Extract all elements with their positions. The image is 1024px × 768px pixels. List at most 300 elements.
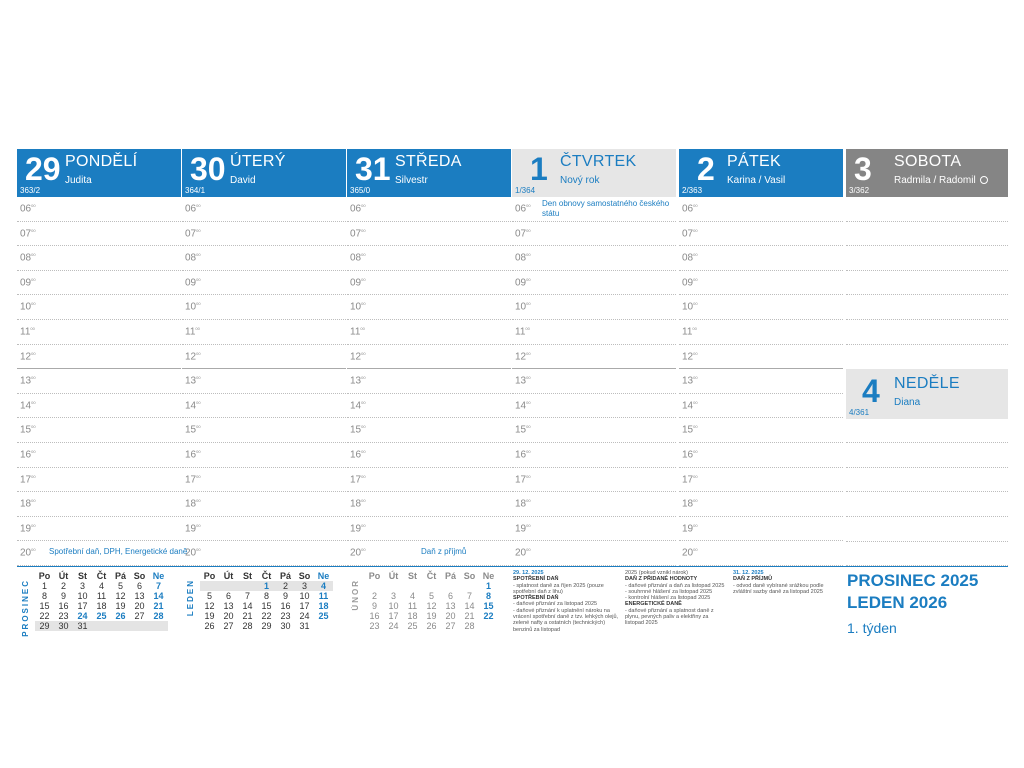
hour-minutes: 00 bbox=[526, 203, 531, 208]
hour-row[interactable] bbox=[679, 295, 843, 320]
hour-row[interactable] bbox=[347, 492, 511, 517]
hour-minutes: 00 bbox=[196, 375, 201, 381]
hour-row[interactable] bbox=[17, 369, 181, 394]
calendar-day: 20 bbox=[223, 611, 234, 621]
hour-minutes: 00 bbox=[693, 276, 698, 282]
hour-row[interactable] bbox=[182, 443, 346, 468]
calendar-day: 15 bbox=[483, 601, 494, 611]
calendar-day: 27 bbox=[134, 611, 145, 621]
tax-notes-2 bbox=[625, 570, 725, 627]
day-column-thursday bbox=[512, 149, 676, 566]
hour-row[interactable] bbox=[182, 345, 346, 370]
hour-row[interactable] bbox=[182, 468, 346, 493]
hour-label bbox=[185, 547, 201, 558]
weekday-header: Po bbox=[368, 571, 381, 581]
calendar-day: 11 bbox=[96, 591, 107, 601]
hour-minutes: 00 bbox=[361, 473, 366, 479]
hour-row[interactable] bbox=[17, 394, 181, 419]
calendar-day: 19 bbox=[115, 601, 126, 611]
weekly-planner bbox=[17, 149, 1008, 637]
hour-value: 16 bbox=[20, 449, 32, 461]
hour-row[interactable] bbox=[347, 394, 511, 419]
hour-minutes: 00 bbox=[361, 301, 366, 307]
hour-value: 09 bbox=[682, 277, 694, 289]
weekday-header: Ne bbox=[152, 571, 165, 581]
hour-minutes: 00 bbox=[525, 325, 530, 331]
hour-minutes: 00 bbox=[693, 203, 698, 208]
hour-row[interactable] bbox=[182, 541, 346, 566]
saturday-name: SOBOTA bbox=[894, 153, 962, 170]
hour-row[interactable] bbox=[679, 443, 843, 468]
hour-value: 18 bbox=[682, 498, 694, 510]
hour-row[interactable] bbox=[182, 271, 346, 296]
hour-row[interactable] bbox=[17, 418, 181, 443]
calendar-day bbox=[479, 621, 498, 631]
hour-label bbox=[20, 400, 36, 411]
hour-minutes: 00 bbox=[526, 227, 531, 233]
hour-minutes: 00 bbox=[361, 252, 366, 258]
hour-label bbox=[682, 203, 698, 214]
hour-row[interactable] bbox=[17, 271, 181, 296]
hour-value: 15 bbox=[682, 424, 694, 436]
hour-value: 13 bbox=[350, 375, 362, 387]
hour-value: 10 bbox=[350, 301, 362, 313]
hour-label bbox=[350, 228, 366, 239]
weekday-header: Út bbox=[58, 571, 69, 581]
hour-minutes: 00 bbox=[526, 473, 531, 479]
calendar-day: 18 bbox=[407, 611, 418, 621]
hour-minutes: 00 bbox=[361, 276, 366, 282]
hour-minutes: 00 bbox=[693, 498, 698, 504]
hour-row[interactable] bbox=[347, 271, 511, 296]
hour-label bbox=[350, 449, 366, 460]
day-header bbox=[679, 149, 843, 197]
hour-row[interactable] bbox=[512, 320, 676, 345]
hour-label bbox=[185, 351, 201, 362]
hour-row[interactable] bbox=[679, 541, 843, 566]
hour-row[interactable] bbox=[512, 295, 676, 320]
hour-minutes: 00 bbox=[526, 448, 531, 454]
hour-row[interactable] bbox=[17, 541, 188, 566]
calendar-day: 19 bbox=[426, 611, 437, 621]
hour-minutes: 00 bbox=[31, 301, 36, 307]
hour-value: 07 bbox=[185, 227, 197, 239]
hour-row[interactable] bbox=[347, 295, 511, 320]
hour-row[interactable] bbox=[679, 418, 843, 443]
hour-row[interactable] bbox=[182, 517, 346, 542]
hour-row[interactable] bbox=[512, 418, 676, 443]
calendar-day: 2 bbox=[60, 581, 66, 591]
weekday-header: St bbox=[243, 571, 252, 581]
hour-row[interactable] bbox=[679, 271, 843, 296]
hour-label bbox=[185, 400, 201, 411]
calendar-day: 8 bbox=[41, 591, 47, 601]
hour-minutes: 00 bbox=[526, 350, 531, 356]
calendar-day bbox=[365, 581, 384, 591]
day-number: 31 bbox=[355, 151, 391, 187]
hour-minutes: 00 bbox=[196, 350, 201, 356]
calendar-day: 9 bbox=[282, 591, 288, 601]
hour-minutes: 00 bbox=[196, 473, 201, 479]
day-nameday: Silvestr bbox=[395, 175, 428, 186]
calendar-day: 5 bbox=[206, 591, 212, 601]
day-header bbox=[17, 149, 181, 197]
hour-row[interactable] bbox=[512, 492, 676, 517]
hour-minutes: 00 bbox=[31, 522, 36, 528]
hour-row[interactable] bbox=[512, 197, 676, 222]
hour-row[interactable] bbox=[17, 246, 181, 271]
calendar-day: 31 bbox=[299, 621, 310, 631]
hour-label bbox=[350, 400, 366, 411]
calendar-day: 10 bbox=[299, 591, 310, 601]
hour-minutes: 00 bbox=[693, 547, 698, 553]
hour-row[interactable] bbox=[679, 246, 843, 271]
hour-row[interactable] bbox=[512, 443, 676, 468]
hour-label bbox=[682, 474, 698, 485]
hour-minutes: 00 bbox=[361, 203, 366, 208]
sunday-line[interactable] bbox=[846, 542, 1008, 567]
calendar-day: 11 bbox=[318, 591, 329, 601]
calendar-day: 30 bbox=[54, 621, 73, 631]
calendar-day bbox=[384, 581, 403, 591]
sunday-number: 4 bbox=[862, 372, 880, 409]
hour-row[interactable] bbox=[679, 468, 843, 493]
hour-row[interactable] bbox=[679, 492, 843, 517]
mini-calendar-grid bbox=[365, 571, 498, 631]
day-name: ČTVRTEK bbox=[560, 153, 637, 170]
calendar-day: 4 bbox=[314, 581, 333, 591]
hour-row[interactable] bbox=[17, 295, 181, 320]
hour-label bbox=[515, 351, 531, 362]
hour-value: 10 bbox=[185, 301, 197, 313]
hour-row[interactable] bbox=[182, 394, 346, 419]
hour-row[interactable] bbox=[347, 345, 511, 370]
hour-value: 07 bbox=[20, 227, 32, 239]
hour-label bbox=[185, 523, 201, 534]
hour-value: 08 bbox=[350, 252, 362, 264]
hour-label bbox=[185, 424, 201, 435]
hour-value: 18 bbox=[350, 498, 362, 510]
hour-row[interactable] bbox=[17, 468, 181, 493]
saturday-line[interactable] bbox=[846, 295, 1008, 320]
hour-row[interactable] bbox=[512, 345, 676, 370]
hour-minutes: 00 bbox=[526, 252, 531, 258]
hour-value: 17 bbox=[515, 473, 527, 485]
saturday-line[interactable] bbox=[846, 345, 1008, 369]
hour-row[interactable] bbox=[512, 517, 676, 542]
hour-label bbox=[515, 474, 531, 485]
calendar-day: 26 bbox=[115, 611, 126, 621]
hour-label bbox=[682, 400, 698, 411]
weekday-header: So bbox=[133, 571, 146, 581]
hour-row[interactable] bbox=[347, 418, 511, 443]
hour-row[interactable] bbox=[17, 345, 181, 370]
hour-value: 06 bbox=[682, 203, 694, 215]
hour-value: 10 bbox=[515, 301, 527, 313]
calendar-day: 2 bbox=[371, 591, 377, 601]
hour-minutes: 00 bbox=[526, 498, 531, 504]
tax-date: 29. 12. 2025 bbox=[513, 570, 544, 576]
sunday-lines bbox=[846, 419, 1008, 567]
hour-row[interactable] bbox=[512, 394, 676, 419]
hour-row[interactable] bbox=[512, 369, 676, 394]
day-nameday: David bbox=[230, 175, 256, 186]
hour-minutes: 00 bbox=[196, 498, 201, 504]
weekday-header: Ne bbox=[317, 571, 330, 581]
calendar-day bbox=[92, 621, 111, 631]
weekday-header: Pá bbox=[114, 571, 126, 581]
calendar-day: 1 bbox=[257, 581, 276, 591]
hour-minutes: 00 bbox=[31, 473, 36, 479]
hour-value: 09 bbox=[185, 277, 197, 289]
hour-row[interactable] bbox=[17, 222, 181, 247]
hour-minutes: 00 bbox=[196, 227, 201, 233]
calendar-day: 20 bbox=[134, 601, 145, 611]
hour-row[interactable] bbox=[347, 369, 511, 394]
hour-row[interactable] bbox=[347, 443, 511, 468]
hour-row[interactable] bbox=[182, 369, 346, 394]
mini-calendar-grid bbox=[35, 571, 168, 631]
hour-label bbox=[20, 498, 36, 509]
hour-value: 14 bbox=[682, 400, 694, 412]
hour-minutes: 00 bbox=[526, 547, 531, 553]
hour-label bbox=[185, 498, 201, 509]
hour-minutes: 00 bbox=[361, 399, 366, 405]
saturday-line[interactable] bbox=[846, 320, 1008, 345]
hour-minutes: 00 bbox=[30, 325, 35, 331]
hour-row[interactable] bbox=[512, 222, 676, 247]
hour-value: 15 bbox=[350, 424, 362, 436]
day-ordinal: 2/363 bbox=[682, 186, 703, 195]
hour-value: 08 bbox=[682, 252, 694, 264]
hour-row[interactable] bbox=[347, 222, 511, 247]
hour-row[interactable] bbox=[17, 517, 181, 542]
calendar-day: 6 bbox=[225, 591, 231, 601]
sunday-line[interactable] bbox=[846, 517, 1008, 542]
sunday-nameday: Diana bbox=[894, 396, 921, 408]
hour-label bbox=[20, 375, 36, 386]
hour-row[interactable] bbox=[182, 197, 346, 222]
hour-value: 15 bbox=[515, 424, 527, 436]
hour-row[interactable] bbox=[347, 468, 511, 493]
hour-value: 13 bbox=[185, 375, 197, 387]
calendar-day: 7 bbox=[466, 591, 472, 601]
hour-value: 07 bbox=[682, 227, 694, 239]
hour-row[interactable] bbox=[17, 443, 181, 468]
hour-value: 10 bbox=[20, 301, 32, 313]
calendar-day: 27 bbox=[445, 621, 456, 631]
hour-minutes: 00 bbox=[693, 350, 698, 356]
calendar-day: 4 bbox=[98, 581, 104, 591]
hour-row[interactable] bbox=[347, 517, 511, 542]
hour-value: 18 bbox=[515, 498, 527, 510]
calendar-day: 14 bbox=[464, 601, 475, 611]
hour-value: 17 bbox=[350, 473, 362, 485]
hour-label bbox=[515, 252, 531, 263]
calendar-day bbox=[314, 621, 333, 631]
hour-label bbox=[515, 498, 531, 509]
hour-label bbox=[20, 301, 36, 312]
mini-calendar-month: LEDEN bbox=[186, 579, 195, 617]
hour-label bbox=[185, 252, 201, 263]
hour-minutes: 00 bbox=[693, 227, 698, 233]
hour-row[interactable] bbox=[17, 320, 181, 345]
hour-value: 07 bbox=[350, 227, 362, 239]
hour-row[interactable] bbox=[512, 468, 676, 493]
hour-row[interactable] bbox=[679, 394, 843, 419]
hour-row[interactable] bbox=[182, 320, 346, 345]
hour-minutes: 00 bbox=[31, 276, 36, 282]
calendar-day: 17 bbox=[77, 601, 88, 611]
hour-row[interactable] bbox=[512, 541, 676, 566]
hour-row[interactable] bbox=[679, 369, 843, 394]
hour-row[interactable] bbox=[679, 222, 843, 247]
calendar-day: 7 bbox=[244, 591, 250, 601]
hour-value: 06 bbox=[185, 203, 197, 215]
calendar-day bbox=[219, 581, 238, 591]
hour-label bbox=[682, 523, 698, 534]
calendar-day: 6 bbox=[447, 591, 453, 601]
calendar-day: 30 bbox=[280, 621, 291, 631]
hour-minutes: 00 bbox=[31, 498, 36, 504]
tax-heading: DAŇ Z PŘÍJMŮ bbox=[733, 576, 773, 583]
day-ordinal: 1/364 bbox=[515, 186, 536, 195]
calendar-day: 7 bbox=[155, 581, 161, 591]
hour-minutes: 00 bbox=[361, 375, 366, 381]
hour-row[interactable] bbox=[182, 418, 346, 443]
hour-minutes: 00 bbox=[361, 522, 366, 528]
hour-minutes: 00 bbox=[196, 547, 201, 553]
hour-minutes: 00 bbox=[526, 301, 531, 307]
hour-value: 19 bbox=[20, 523, 32, 535]
hour-row[interactable] bbox=[347, 197, 511, 222]
hour-row[interactable] bbox=[182, 246, 346, 271]
hour-minutes: 00 bbox=[693, 522, 698, 528]
hour-label bbox=[350, 498, 366, 509]
hour-value: 12 bbox=[350, 350, 362, 362]
hour-label bbox=[350, 277, 366, 288]
hour-row[interactable] bbox=[182, 295, 346, 320]
day-name: PÁTEK bbox=[727, 153, 781, 170]
hour-label bbox=[350, 351, 366, 362]
hour-minutes: 00 bbox=[526, 375, 531, 381]
hour-label bbox=[682, 301, 698, 312]
hour-label bbox=[350, 326, 365, 337]
sunday-line[interactable] bbox=[846, 419, 1008, 444]
day-nameday: Nový rok bbox=[560, 175, 600, 186]
hour-value: 09 bbox=[515, 277, 527, 289]
weekday-header: St bbox=[78, 571, 87, 581]
hour-minutes: 00 bbox=[196, 252, 201, 258]
calendar-day: 18 bbox=[96, 601, 107, 611]
hour-value: 17 bbox=[682, 473, 694, 485]
hour-row[interactable] bbox=[679, 197, 843, 222]
hour-value: 13 bbox=[515, 375, 527, 387]
hour-row[interactable] bbox=[17, 197, 181, 222]
hour-value: 20 bbox=[185, 547, 197, 559]
sunday-line[interactable] bbox=[846, 443, 1008, 468]
saturday-line[interactable] bbox=[846, 271, 1008, 296]
calendar-day: 28 bbox=[242, 621, 253, 631]
sunday-header bbox=[846, 369, 1008, 419]
saturday-lines bbox=[846, 197, 1008, 369]
bottom-divider bbox=[17, 566, 1008, 567]
tax-heading: ENERGETICKÉ DANĚ bbox=[625, 601, 682, 608]
saturday-line[interactable] bbox=[846, 197, 1008, 222]
hour-label bbox=[515, 301, 531, 312]
calendar-day: 24 bbox=[77, 611, 88, 621]
day-column-monday bbox=[17, 149, 188, 566]
hour-row[interactable] bbox=[347, 246, 511, 271]
calendar-day: 25 bbox=[407, 621, 418, 631]
weekday-header: Út bbox=[388, 571, 399, 581]
hour-value: 11 bbox=[185, 326, 196, 338]
tax-notes-1 bbox=[513, 570, 621, 633]
hour-minutes: 00 bbox=[196, 399, 201, 405]
hour-minutes: 00 bbox=[31, 227, 36, 233]
hour-value: 15 bbox=[20, 424, 32, 436]
hour-row[interactable] bbox=[182, 492, 346, 517]
calendar-day bbox=[200, 581, 219, 591]
sunday-name: NEDĚLE bbox=[894, 374, 960, 392]
hour-row[interactable] bbox=[512, 246, 676, 271]
calendar-day: 22 bbox=[39, 611, 50, 621]
hour-label bbox=[682, 351, 698, 362]
hour-row[interactable] bbox=[679, 320, 843, 345]
tax-notes-3 bbox=[733, 570, 841, 595]
calendar-day: 26 bbox=[426, 621, 437, 631]
hour-minutes: 00 bbox=[361, 227, 366, 233]
calendar-day: 3 bbox=[295, 581, 314, 591]
hour-minutes: 00 bbox=[361, 448, 366, 454]
sunday-line[interactable] bbox=[846, 492, 1008, 517]
hour-minutes: 00 bbox=[31, 424, 36, 430]
hour-value: 13 bbox=[682, 375, 694, 387]
hour-label bbox=[20, 424, 36, 435]
hour-minutes: 00 bbox=[360, 325, 365, 331]
hour-label bbox=[682, 498, 698, 509]
saturday-line[interactable] bbox=[846, 246, 1008, 271]
hour-row[interactable] bbox=[182, 222, 346, 247]
hour-minutes: 00 bbox=[31, 375, 36, 381]
hour-minutes: 00 bbox=[31, 448, 36, 454]
hour-row[interactable] bbox=[679, 517, 843, 542]
day-header bbox=[347, 149, 511, 197]
weekday-header: Po bbox=[203, 571, 216, 581]
calendar-day: 13 bbox=[223, 601, 234, 611]
hour-row[interactable] bbox=[512, 271, 676, 296]
day-header bbox=[512, 149, 676, 197]
day-number: 30 bbox=[190, 151, 226, 187]
saturday-line[interactable] bbox=[846, 222, 1008, 247]
hour-value: 16 bbox=[515, 449, 527, 461]
calendar-day: 23 bbox=[58, 611, 69, 621]
calendar-day: 3 bbox=[390, 591, 396, 601]
hour-row[interactable] bbox=[17, 492, 181, 517]
tax-line: - daňové přiznání a splatnost daně z plynu, pevných paliv a elektřiny za listopad 2025 bbox=[625, 607, 714, 627]
sunday-line[interactable] bbox=[846, 468, 1008, 493]
hour-value: 12 bbox=[20, 350, 32, 362]
weekday-header: Pá bbox=[279, 571, 291, 581]
hour-row[interactable] bbox=[347, 320, 511, 345]
hour-label bbox=[20, 203, 36, 214]
calendar-day: 10 bbox=[77, 591, 88, 601]
hour-row[interactable] bbox=[347, 541, 511, 566]
calendar-day: 20 bbox=[445, 611, 456, 621]
hour-value: 06 bbox=[350, 203, 362, 215]
hour-row[interactable] bbox=[679, 345, 843, 370]
hour-value: 12 bbox=[682, 350, 694, 362]
